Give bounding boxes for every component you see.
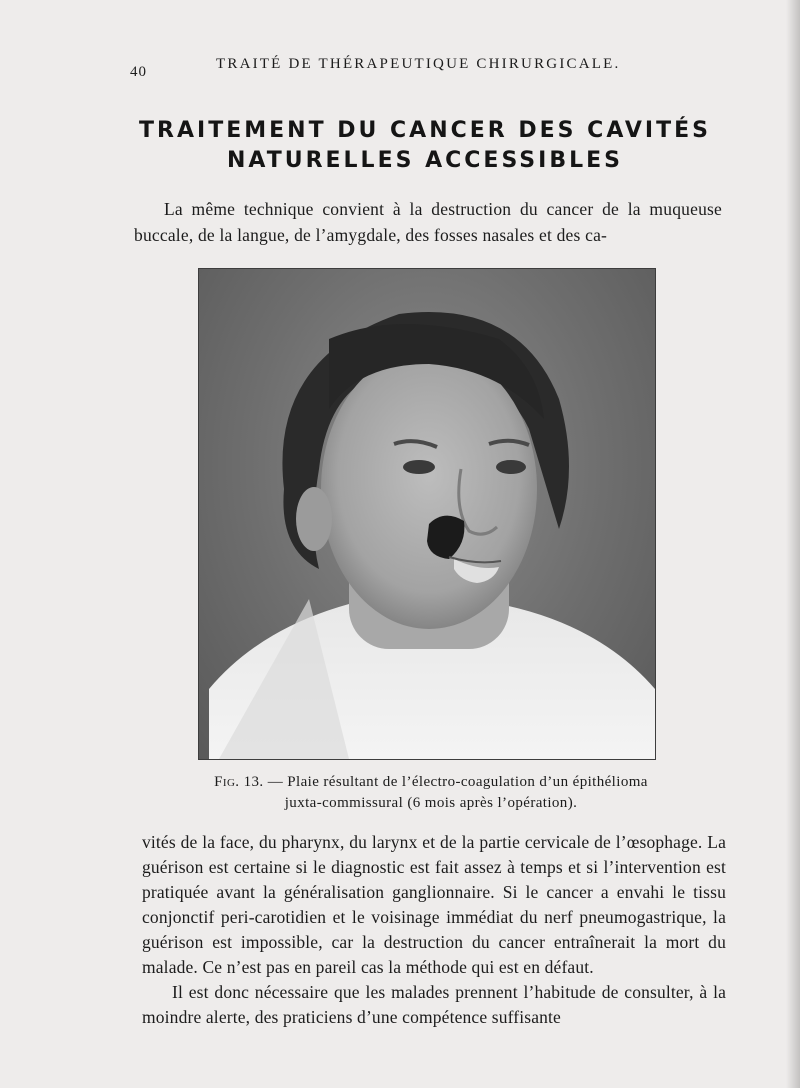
section-title [130, 116, 720, 176]
intro-text [134, 196, 722, 248]
portrait-photo [199, 269, 655, 759]
section-title-line-2: NATURELLES ACCESSIBLES [226, 148, 624, 173]
page-number: 40 [130, 64, 147, 80]
body-paragraph-2: Il est donc nécessaire que les malades prennent l’habitude de consulter, à la moindre alerte, des praticiens d’une compétence suffisante [142, 982, 726, 1027]
running-head [130, 56, 630, 80]
section-title-line-1: TRAITEMENT DU CANCER DES CAVITÉS [139, 118, 711, 143]
intro-paragraph: La même technique convient à la destruction du cancer de la muqueuse buccale, de la langue, de l’amygdale, des fosses nasales et des ca- [134, 199, 722, 245]
figure-photograph [198, 268, 656, 760]
body-text [142, 830, 726, 1030]
figure-caption [206, 772, 656, 814]
figure-label: Fig. 13. [214, 774, 264, 790]
body-paragraph-1: vités de la face, du pharynx, du larynx et de la partie cervicale de l’œsophage. La guérison est certaine si le diagnostic est fait assez à temps et si l’intervention est pratiquée avant la généralisation ganglionnaire. Si le cancer a envahi le tissu conjonctif peri-carotidien et le voisinage immédiat du nerf pneumogastrique, la guérison est impossible, car la destruction du cancer entraînerait la mort du malade. Ce n’est pas en pareil cas la méthode qui est en défaut. [142, 832, 726, 977]
running-title: TRAITÉ DE THÉRAPEUTIQUE CHIRURGICALE. [216, 56, 621, 72]
figure-caption-text: — Plaie résultant de l’électro-coagulation d’un épithélioma juxta-commissural (6 mois après l’opération). [267, 774, 648, 811]
